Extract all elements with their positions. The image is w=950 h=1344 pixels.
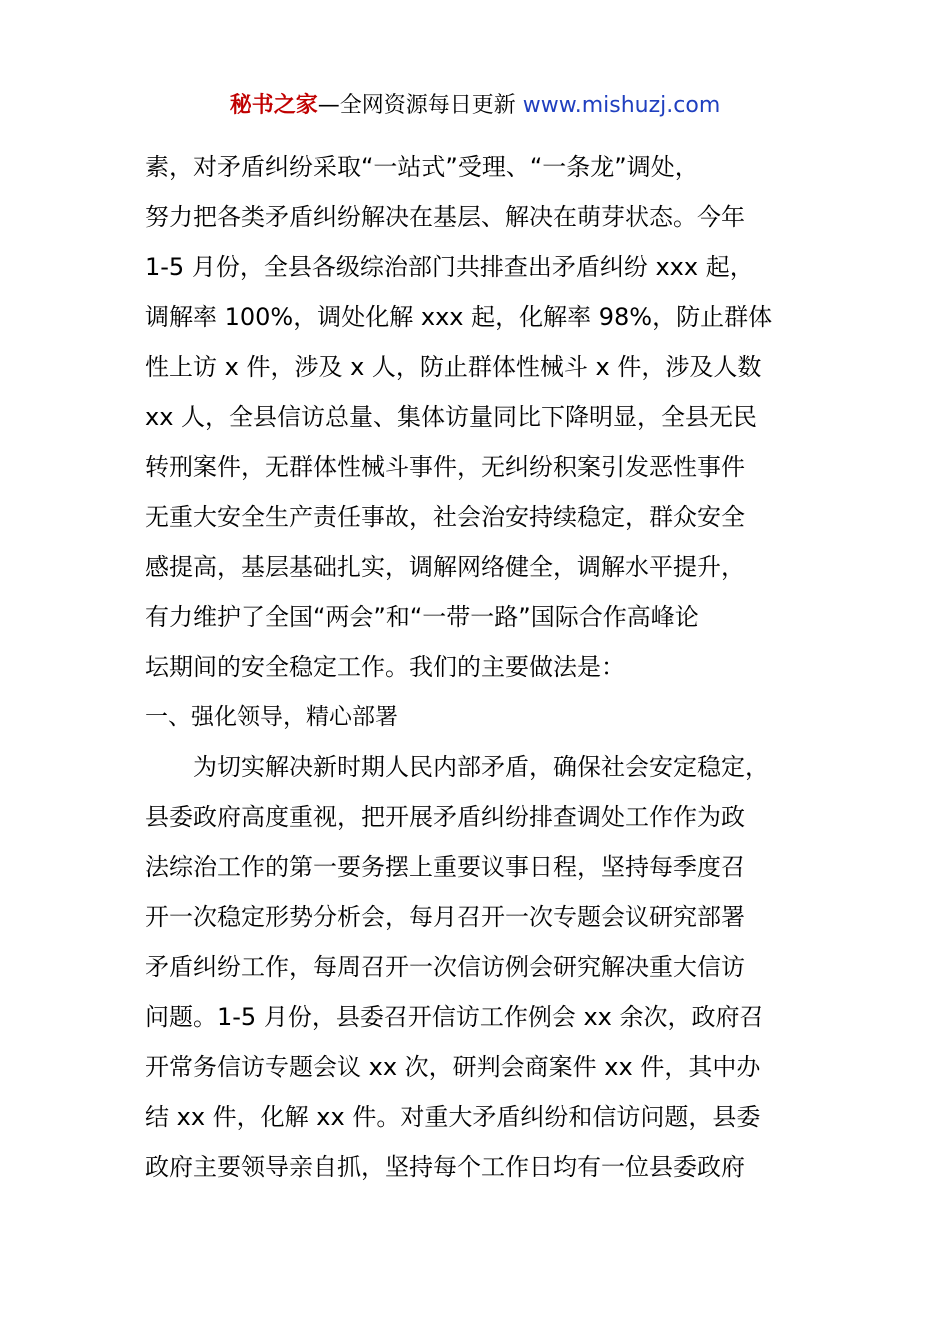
paragraph-line: xx 人，全县信访总量、集体访量同比下降明显，全县无民 bbox=[145, 403, 758, 431]
paragraph-line: 法综治工作的第一要务摆上重要议事日程，坚持每季度召 bbox=[145, 853, 745, 881]
paragraph-line: 矛盾纠纷工作，每周召开一次信访例会研究解决重大信访 bbox=[145, 953, 745, 981]
site-url-link[interactable]: www.mishuzj.com bbox=[522, 93, 721, 118]
page-header bbox=[0, 88, 950, 124]
paragraph-line: 为切实解决新时期人民内部矛盾，确保社会安定稳定， bbox=[193, 753, 769, 781]
paragraph-line: 问题。1-5 月份，县委召开信访工作例会 xx 余次，政府召 bbox=[145, 1003, 764, 1031]
paragraph-line: 调解率 100%，调处化解 xxx 起，化解率 98%，防止群体 bbox=[145, 303, 773, 331]
paragraph-line: 素，对矛盾纠纷采取“一站式”受理、“一条龙”调处， bbox=[145, 153, 699, 181]
section-heading: 一、强化领导，精心部署 bbox=[145, 704, 398, 730]
paragraph-line: 有力维护了全国“两会”和“一带一路”国际合作高峰论 bbox=[145, 603, 699, 631]
paragraph-line: 政府主要领导亲自抓，坚持每个工作日均有一位县委政府 bbox=[145, 1153, 745, 1181]
document-body bbox=[145, 142, 845, 1192]
paragraph-line: 结 xx 件，化解 xx 件。对重大矛盾纠纷和信访问题，县委 bbox=[145, 1103, 761, 1131]
paragraph-line: 无重大安全生产责任事故，社会治安持续稳定，群众安全 bbox=[145, 503, 745, 531]
paragraph-line: 1-5 月份，全县各级综治部门共排查出矛盾纠纷 xxx 起， bbox=[145, 253, 754, 281]
paragraph-line: 性上访 x 件，涉及 x 人，防止群体性械斗 x 件，涉及人数 bbox=[145, 353, 762, 381]
paragraph-line: 县委政府高度重视，把开展矛盾纠纷排查调处工作作为政 bbox=[145, 803, 745, 831]
paragraph-line: 开常务信访专题会议 xx 次，研判会商案件 xx 件，其中办 bbox=[145, 1053, 761, 1081]
paragraph-line: 开一次稳定形势分析会，每月召开一次专题会议研究部署 bbox=[145, 903, 745, 931]
site-tagline: —全网资源每日更新 bbox=[317, 93, 523, 118]
paragraph-line: 努力把各类矛盾纠纷解决在基层、解决在萌芽状态。今年 bbox=[145, 203, 745, 231]
paragraph-line: 坛期间的安全稳定工作。我们的主要做法是： bbox=[145, 653, 625, 681]
paragraph-line: 转刑案件，无群体性械斗事件，无纠纷积案引发恶性事件 bbox=[145, 453, 745, 481]
site-brand: 秘书之家 bbox=[229, 93, 318, 118]
paragraph-line: 感提高，基层基础扎实，调解网络健全，调解水平提升， bbox=[145, 553, 745, 581]
